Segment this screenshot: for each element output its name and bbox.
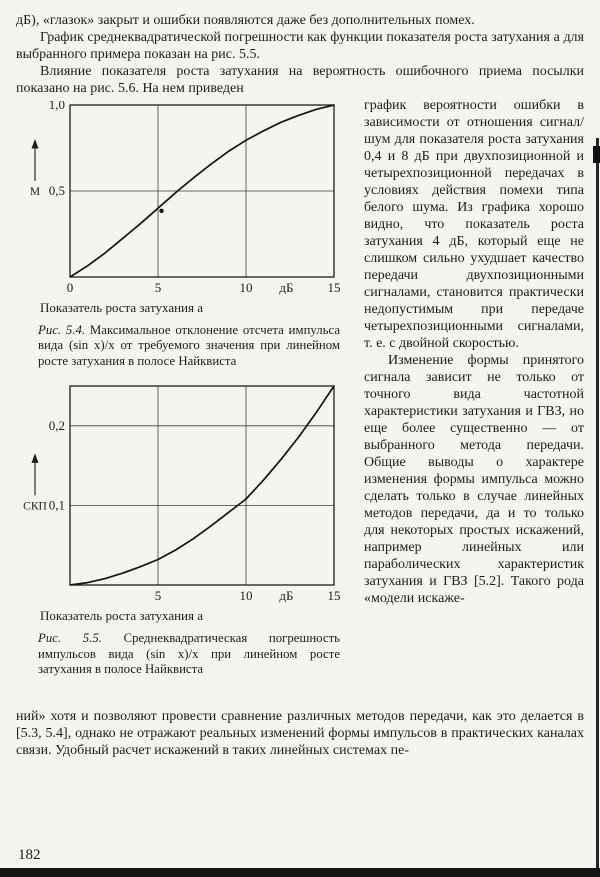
- figure-caption: [38, 323, 340, 369]
- x-tick-label: 15: [327, 588, 341, 604]
- y-tick-label: 0,5: [48, 183, 65, 198]
- figures-column: [16, 101, 356, 698]
- scan-bottom-edge: [0, 868, 600, 877]
- data-curve: [70, 386, 334, 585]
- figure-caption-text: Среднеквадратическая погрешность импульсов вида (sin x)/x при линейном росте затухания в полосе Найквиста: [38, 631, 340, 677]
- plot-box: [70, 386, 334, 585]
- x-unit-label: дБ: [279, 588, 294, 604]
- up-arrow-icon: [32, 454, 39, 464]
- x-tick-label: 10: [239, 280, 253, 295]
- figure-number: Рис. 5.5.: [38, 631, 102, 646]
- x-tick-label: 15: [327, 280, 341, 295]
- page-number: 182: [18, 847, 41, 863]
- scan-blot-artifact: [593, 146, 600, 163]
- y-axis-label: М: [29, 186, 41, 198]
- y-axis-label: СКП: [23, 500, 47, 513]
- y-tick-label: 0,1: [48, 497, 65, 513]
- x-unit-label: дБ: [279, 280, 294, 295]
- chart-rms-error: [20, 382, 342, 607]
- x-tick-label: 5: [154, 280, 162, 295]
- scan-edge-artifact: [596, 138, 599, 869]
- y-tick-label: 0,2: [48, 418, 65, 434]
- x-axis-label: Показатель роста затухания a: [40, 300, 204, 315]
- paragraph-column-1: график вероятности ошибки в зависимости от отношения сигнал/шум для показателя роста затухания 0,4 и 8 дБ при двухпозиционной и четырехпозиционной передачах в условиях действия помехи типа белого шума. Из графика хорошо видно, что показатель роста затухания 4 дБ, который еще не слишком сильно ухудшает качество передачи двухпозиционными сигналами, становится практически недопустимым при передаче четырехпозиционными сигналами, т. е. с двойной скоростью.: [364, 98, 584, 351]
- figure-caption: [38, 631, 340, 677]
- x-tick-label: 10: [239, 588, 253, 604]
- figure-caption-text: Максимальное отклонение отсчета импульса вида (sin x)/x от требуемого значения при линейном росте затухания в полосе Найквиста: [38, 323, 340, 368]
- figure-5-4: [16, 101, 356, 369]
- x-tick-label: 5: [154, 588, 162, 604]
- data-point-marker: [159, 209, 163, 213]
- up-arrow-icon: [32, 139, 39, 149]
- paragraph-top-3: Влияние показателя роста затухания на вероятность ошибочного приема посылки показано на рис. 5.6. На нем приведен: [16, 64, 584, 96]
- chart-max-deviation: [20, 101, 342, 299]
- paragraph-top-1: дБ), «глазок» закрыт и ошибки появляются даже без дополнительных помех.: [16, 13, 475, 28]
- paragraph-top-2: График среднеквадратической погрешности как функции показателя роста затухания a для выбранного примера показан на рис. 5.5.: [16, 30, 584, 62]
- paragraph-column-2: Изменение формы принятого сигнала зависит не только от точного вида частотной характеристики затухания и ГВЗ, но еще более существенно — от выбранного метода передачи. Общие выводы о характере изменения формы импульса можно сделать только в случае линейных методов передачи, да и то только для некоторых простых искажений, например линейных или параболических характеристик затухания и ГВЗ [5.2]. Такого рода «модели искаже-: [364, 353, 584, 606]
- x-axis-label: Показатель роста затухания a: [40, 608, 204, 624]
- figure-number: Рис. 5.4.: [38, 323, 86, 337]
- figure-5-5: [16, 382, 356, 677]
- x-tick-label: 0: [66, 280, 74, 295]
- paragraph-bottom: ний» хотя и позволяют провести сравнение различных методов передачи, как это делается в [5.3, 5.4], однако не отражают реальных изменений формы импульсов в практических каналах связи. Удобный расчет искажений в таких линейных системах пе-: [16, 709, 584, 759]
- y-tick-label: 1,0: [48, 101, 65, 112]
